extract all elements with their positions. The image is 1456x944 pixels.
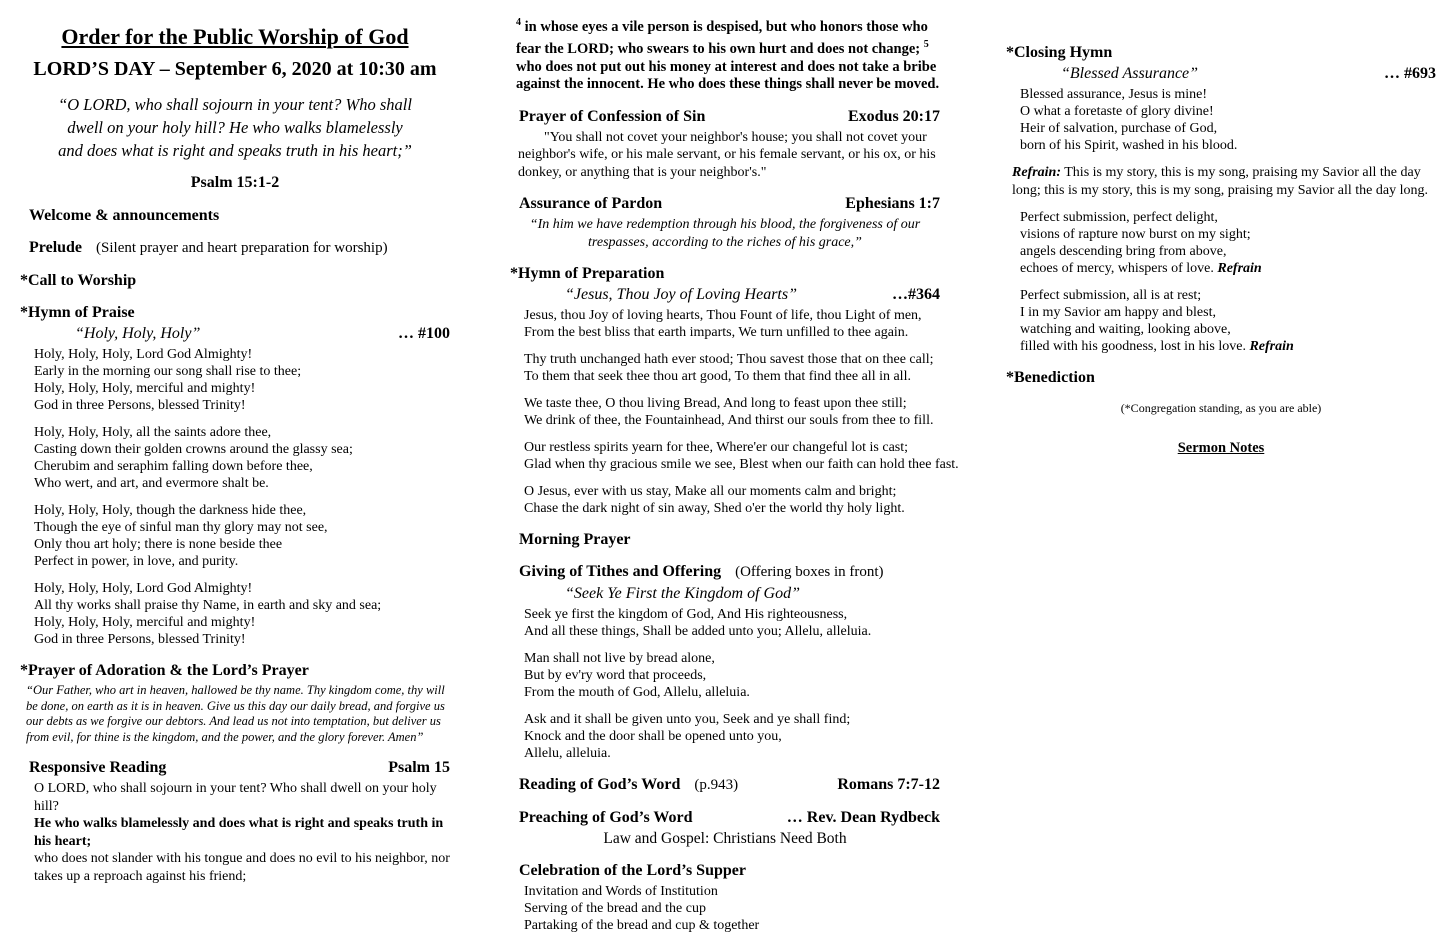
- section-heading: [20, 661, 450, 680]
- section-heading-left: [519, 808, 693, 827]
- section-label: *Hymn of Praise: [20, 304, 135, 321]
- refrain-label: Refrain:: [1012, 165, 1061, 180]
- section-heading-left: [510, 264, 664, 283]
- section-heading: [510, 808, 940, 827]
- stanza-line: We drink of thee, the Fountainhead, And thirst our souls from thee to fill.: [524, 413, 934, 429]
- hymn-title: “Holy, Holy, Holy”: [75, 325, 201, 342]
- stanza: [510, 439, 959, 473]
- stanza: [510, 883, 940, 934]
- stanza-line: Perfect submission, all is at rest;: [1020, 288, 1202, 303]
- section-heading: [510, 194, 940, 213]
- section-heading: [20, 758, 450, 777]
- prayer-text: “Our Father, who art in heaven, hallowed be thy name. Thy kingdom come, thy will be done, on earth as it is in heaven. Give us this day our daily bread, and forgive us our debts as we forgive our debtors. And lead us not into temptation, but deliver us from evil, for thine is the kingdom, and the power, and the glory forever. Amen”: [26, 683, 445, 744]
- section-label: *Prayer of Adoration & the Lord’s Prayer: [20, 662, 309, 679]
- stanza-line: Who wert, and art, and evermore shalt be.: [34, 476, 269, 491]
- stanza: [20, 580, 450, 648]
- section-heading-left: [519, 775, 738, 795]
- epigraph: [20, 93, 450, 162]
- section-label: *Benediction: [1006, 369, 1095, 386]
- refrain-paragraph: Refrain: This is my story, this is my song, praising my Savior all the day long; this is my story, this is my song, praising my Savior all the day long.: [1012, 165, 1428, 198]
- stanza-line: angels descending bring from above,: [1020, 244, 1227, 259]
- section-heading-left: [519, 562, 884, 582]
- stanza: [1006, 86, 1436, 154]
- section-heading: [1006, 368, 1436, 387]
- stanza-line: Jesus, thou Joy of loving hearts, Thou Fount of life, thou Light of men,: [524, 308, 922, 324]
- stanza-line: Glad when thy gracious smile we see, Blest when our faith can hold thee fast.: [524, 457, 959, 473]
- stanza-line: watching and waiting, looking above,: [1020, 322, 1231, 337]
- refrain-marker: Refrain: [1249, 339, 1294, 354]
- stanza-line: Serving of the bread and the cup: [524, 901, 706, 917]
- hymn-title-row: [20, 325, 450, 343]
- section-note: (p.943): [694, 777, 739, 794]
- stanza-line: God in three Persons, blessed Trinity!: [34, 398, 246, 413]
- column-right: [1006, 0, 1436, 457]
- section-heading: [20, 303, 450, 322]
- stanza-line: I in my Savior am happy and blest,: [1020, 305, 1216, 320]
- stanza-line: Invitation and Words of Institution: [524, 884, 718, 900]
- stanza-line: Holy, Holy, Holy, all the saints adore thee,: [34, 425, 272, 440]
- hymn-title-row: [510, 286, 940, 304]
- section-label: *Hymn of Preparation: [510, 265, 665, 283]
- verse-number: 5: [923, 39, 929, 51]
- stanza-line: Knock and the door shall be opened unto you,: [524, 729, 782, 745]
- stanza: [510, 650, 940, 701]
- section-label: Morning Prayer: [519, 531, 631, 549]
- stanza-line: Holy, Holy, Holy, though the darkness hide thee,: [34, 503, 307, 518]
- section-heading: [510, 775, 940, 795]
- stanza-line: From the best bliss that earth imparts, We turn unfilled to thee again.: [524, 325, 909, 341]
- section-heading-left: [29, 206, 219, 225]
- sermon-notes-heading: Sermon Notes: [1177, 440, 1265, 456]
- section-heading-left: [20, 303, 135, 322]
- section-ref: Exodus 20:17: [847, 107, 940, 125]
- stanza: [510, 307, 940, 341]
- section-heading: [20, 271, 450, 290]
- stanza-line: Chase the dark night of sin away, Shed o'er the world thy holy light.: [524, 501, 905, 517]
- hymn-number: …#364: [892, 286, 940, 304]
- section-heading-left: [1006, 368, 1095, 387]
- section-ref: Psalm 15: [388, 759, 450, 776]
- stanza-line: And all these things, Shall be added unto you; Allelu, alleluia.: [524, 624, 872, 640]
- section-label: Preaching of God’s Word: [519, 809, 693, 827]
- stanza-line: God in three Persons, blessed Trinity!: [34, 632, 246, 647]
- scripture-paragraph: "You shall not covet your neighbor's house; you shall not covet your neighbor's wife, or his male servant, or his female servant, or his ox, or his donkey, or anything that is your neighbor's.": [518, 129, 936, 180]
- stanza: [1006, 287, 1436, 355]
- stanza-line: Blessed assurance, Jesus is mine!: [1020, 87, 1208, 102]
- verse-number: 4: [516, 17, 521, 28]
- stanza: [510, 395, 940, 429]
- section-ref: Ephesians 1:7: [845, 195, 940, 213]
- stanza-line: Holy, Holy, Holy, Lord God Almighty!: [34, 581, 253, 596]
- section-heading-left: [519, 107, 705, 126]
- section-heading: [510, 530, 940, 549]
- stanza-line: We taste thee, O thou living Bread, And long to feast upon thee still;: [524, 396, 907, 412]
- stanza-line: Allelu, alleluia.: [524, 746, 611, 762]
- stanza-line: To them that seek thee thou art good, To them that find thee all in all.: [524, 369, 911, 385]
- section-label: Reading of God’s Word: [519, 776, 681, 794]
- stanza: [1006, 209, 1436, 277]
- doc-title: Order for the Public Worship of God: [61, 24, 409, 49]
- stanza-line: Our restless spirits yearn for thee, Where'er our changeful lot is cast;: [524, 440, 909, 456]
- stanza-line: Seek ye first the kingdom of God, And His righteousness,: [524, 607, 848, 623]
- stanza-line: Thy truth unchanged hath ever stood; Thou savest those that on thee call;: [524, 352, 934, 368]
- responsive-line: who does not slander with his tongue and does no evil to his neighbor, nor takes up a reproach against his friend;: [34, 851, 450, 884]
- section-heading: [510, 264, 940, 283]
- stanza: [510, 606, 940, 640]
- responsive-line: O LORD, who shall sojourn in your tent? Who shall dwell on your holy hill?: [34, 781, 437, 814]
- sermon-title: Law and Gospel: Christians Need Both: [603, 830, 847, 848]
- stanza-line: All thy works shall praise thy Name, in earth and sky and sea;: [34, 598, 382, 613]
- stanza-line: Partaking of the bread and cup & together: [524, 918, 760, 934]
- section-note: (Silent prayer and heart preparation for worship): [96, 240, 388, 256]
- stanza: [20, 346, 450, 414]
- section-label: *Closing Hymn: [1006, 44, 1113, 61]
- section-heading-left: [29, 758, 166, 777]
- scripture-quote: “In him we have redemption through his blood, the forgiveness of our trespasses, according to the riches of his grace,”: [529, 217, 921, 250]
- section-label: Giving of Tithes and Offering: [519, 563, 722, 581]
- stanza: [510, 483, 940, 517]
- stanza-line: Though the eye of sinful man thy glory may not see,: [34, 520, 328, 535]
- responsive-reading: [20, 780, 450, 885]
- column-middle: [510, 0, 959, 944]
- stanza-line: From the mouth of God, Allelu, alleluia.: [524, 685, 750, 701]
- stanza-line: Holy, Holy, Holy, merciful and mighty!: [34, 381, 256, 396]
- stanza-line: filled with his goodness, lost in his love. Refrain: [1020, 339, 1294, 354]
- stanza-line: Ask and it shall be given unto you, Seek and ye shall find;: [524, 712, 851, 728]
- section-heading: [510, 861, 940, 880]
- section-heading-left: [1006, 43, 1112, 62]
- stanza-line: Holy, Holy, Holy, Lord God Almighty!: [34, 347, 253, 362]
- stanza-line: Man shall not live by bread alone,: [524, 651, 715, 667]
- hymn-title: “Blessed Assurance”: [1061, 65, 1199, 82]
- section-heading: [510, 562, 940, 582]
- stanza-line: Cherubim and seraphim falling down before thee,: [34, 459, 313, 474]
- congregation-note: (*Congregation standing, as you are able): [1120, 401, 1322, 415]
- epigraph-line: “O LORD, who shall sojourn in your tent? Who shall: [58, 95, 412, 114]
- section-heading-left: [519, 194, 662, 213]
- stanza-line: Only thou art holy; there is none beside thee: [34, 537, 283, 552]
- section-label: Prayer of Confession of Sin: [519, 107, 706, 125]
- section-label: Welcome & announcements: [29, 207, 220, 224]
- stanza-line: O what a foretaste of glory divine!: [1020, 104, 1214, 119]
- responsive-line: He who walks blamelessly and does what is right and speaks truth in his heart;: [34, 816, 444, 849]
- section-heading: [20, 238, 450, 258]
- refrain-marker: Refrain: [1217, 261, 1262, 276]
- stanza: [510, 351, 940, 385]
- stanza-line: Perfect submission, perfect delight,: [1020, 210, 1218, 225]
- section-label: Responsive Reading: [29, 759, 167, 776]
- section-heading-left: [519, 530, 631, 549]
- stanza: [510, 711, 940, 762]
- hymn-number: … #100: [398, 325, 450, 342]
- section-heading-left: [519, 861, 746, 880]
- section-note: (Offering boxes in front): [735, 564, 884, 581]
- stanza-line: Perfect in power, in love, and purity.: [34, 554, 239, 569]
- section-heading: [510, 107, 940, 126]
- stanza-line: O Jesus, ever with us stay, Make all our moments calm and bright;: [524, 484, 897, 500]
- epigraph-line: dwell on your holy hill? He who walks blamelessly: [67, 118, 403, 137]
- section-ref: Romans 7:7-12: [837, 776, 940, 794]
- stanza-line: Heir of salvation, purchase of God,: [1020, 121, 1218, 136]
- stanza: [20, 502, 450, 570]
- hymn-number: … #693: [1384, 65, 1436, 82]
- stanza-line: born of his Spirit, washed in his blood.: [1020, 138, 1238, 153]
- doc-subtitle: LORD’S DAY – September 6, 2020 at 10:30 am: [33, 58, 437, 80]
- stanza-line: Early in the morning our song shall rise to thee;: [34, 364, 302, 379]
- section-heading-left: [20, 271, 136, 290]
- stanza-line: But by ev'ry word that proceeds,: [524, 668, 707, 684]
- stanza: [20, 424, 450, 492]
- stanza-line: Casting down their golden crowns around the glassy sea;: [34, 442, 353, 457]
- section-label: Prelude: [29, 239, 83, 256]
- hymn-title: “Jesus, Thou Joy of Loving Hearts”: [565, 286, 797, 304]
- section-label: Celebration of the Lord’s Supper: [519, 862, 746, 880]
- stanza-line: Holy, Holy, Holy, merciful and mighty!: [34, 615, 256, 630]
- hymn-title-row: [1006, 65, 1436, 83]
- scripture-text: $^4$ in whose eyes a vile person is despised, but who honors those who fear the LORD; who swears to his own hurt and does not change; $^5$ who does not put out his money at interest and does not take a bribe against the innocent. He who does these things shall never be moved.: [516, 17, 940, 93]
- hymn-title: “Seek Ye First the Kingdom of God”: [565, 585, 800, 603]
- stanza-line: visions of rapture now burst on my sight;: [1020, 227, 1251, 242]
- section-ref: … Rev. Dean Rydbeck: [786, 809, 940, 827]
- scripture-reference: Psalm 15:1-2: [190, 174, 280, 191]
- stanza-line: echoes of mercy, whispers of love. Refrain: [1020, 261, 1262, 276]
- section-heading: [1006, 43, 1436, 62]
- section-heading-left: [29, 238, 388, 258]
- epigraph-line: and does what is right and speaks truth in his heart;”: [58, 141, 412, 160]
- section-heading-left: [20, 661, 309, 680]
- column-left: [20, 0, 450, 885]
- hymn-title-row: [510, 585, 940, 603]
- section-heading: [20, 206, 450, 225]
- section-label: Assurance of Pardon: [519, 195, 663, 213]
- section-label: *Call to Worship: [20, 272, 137, 289]
